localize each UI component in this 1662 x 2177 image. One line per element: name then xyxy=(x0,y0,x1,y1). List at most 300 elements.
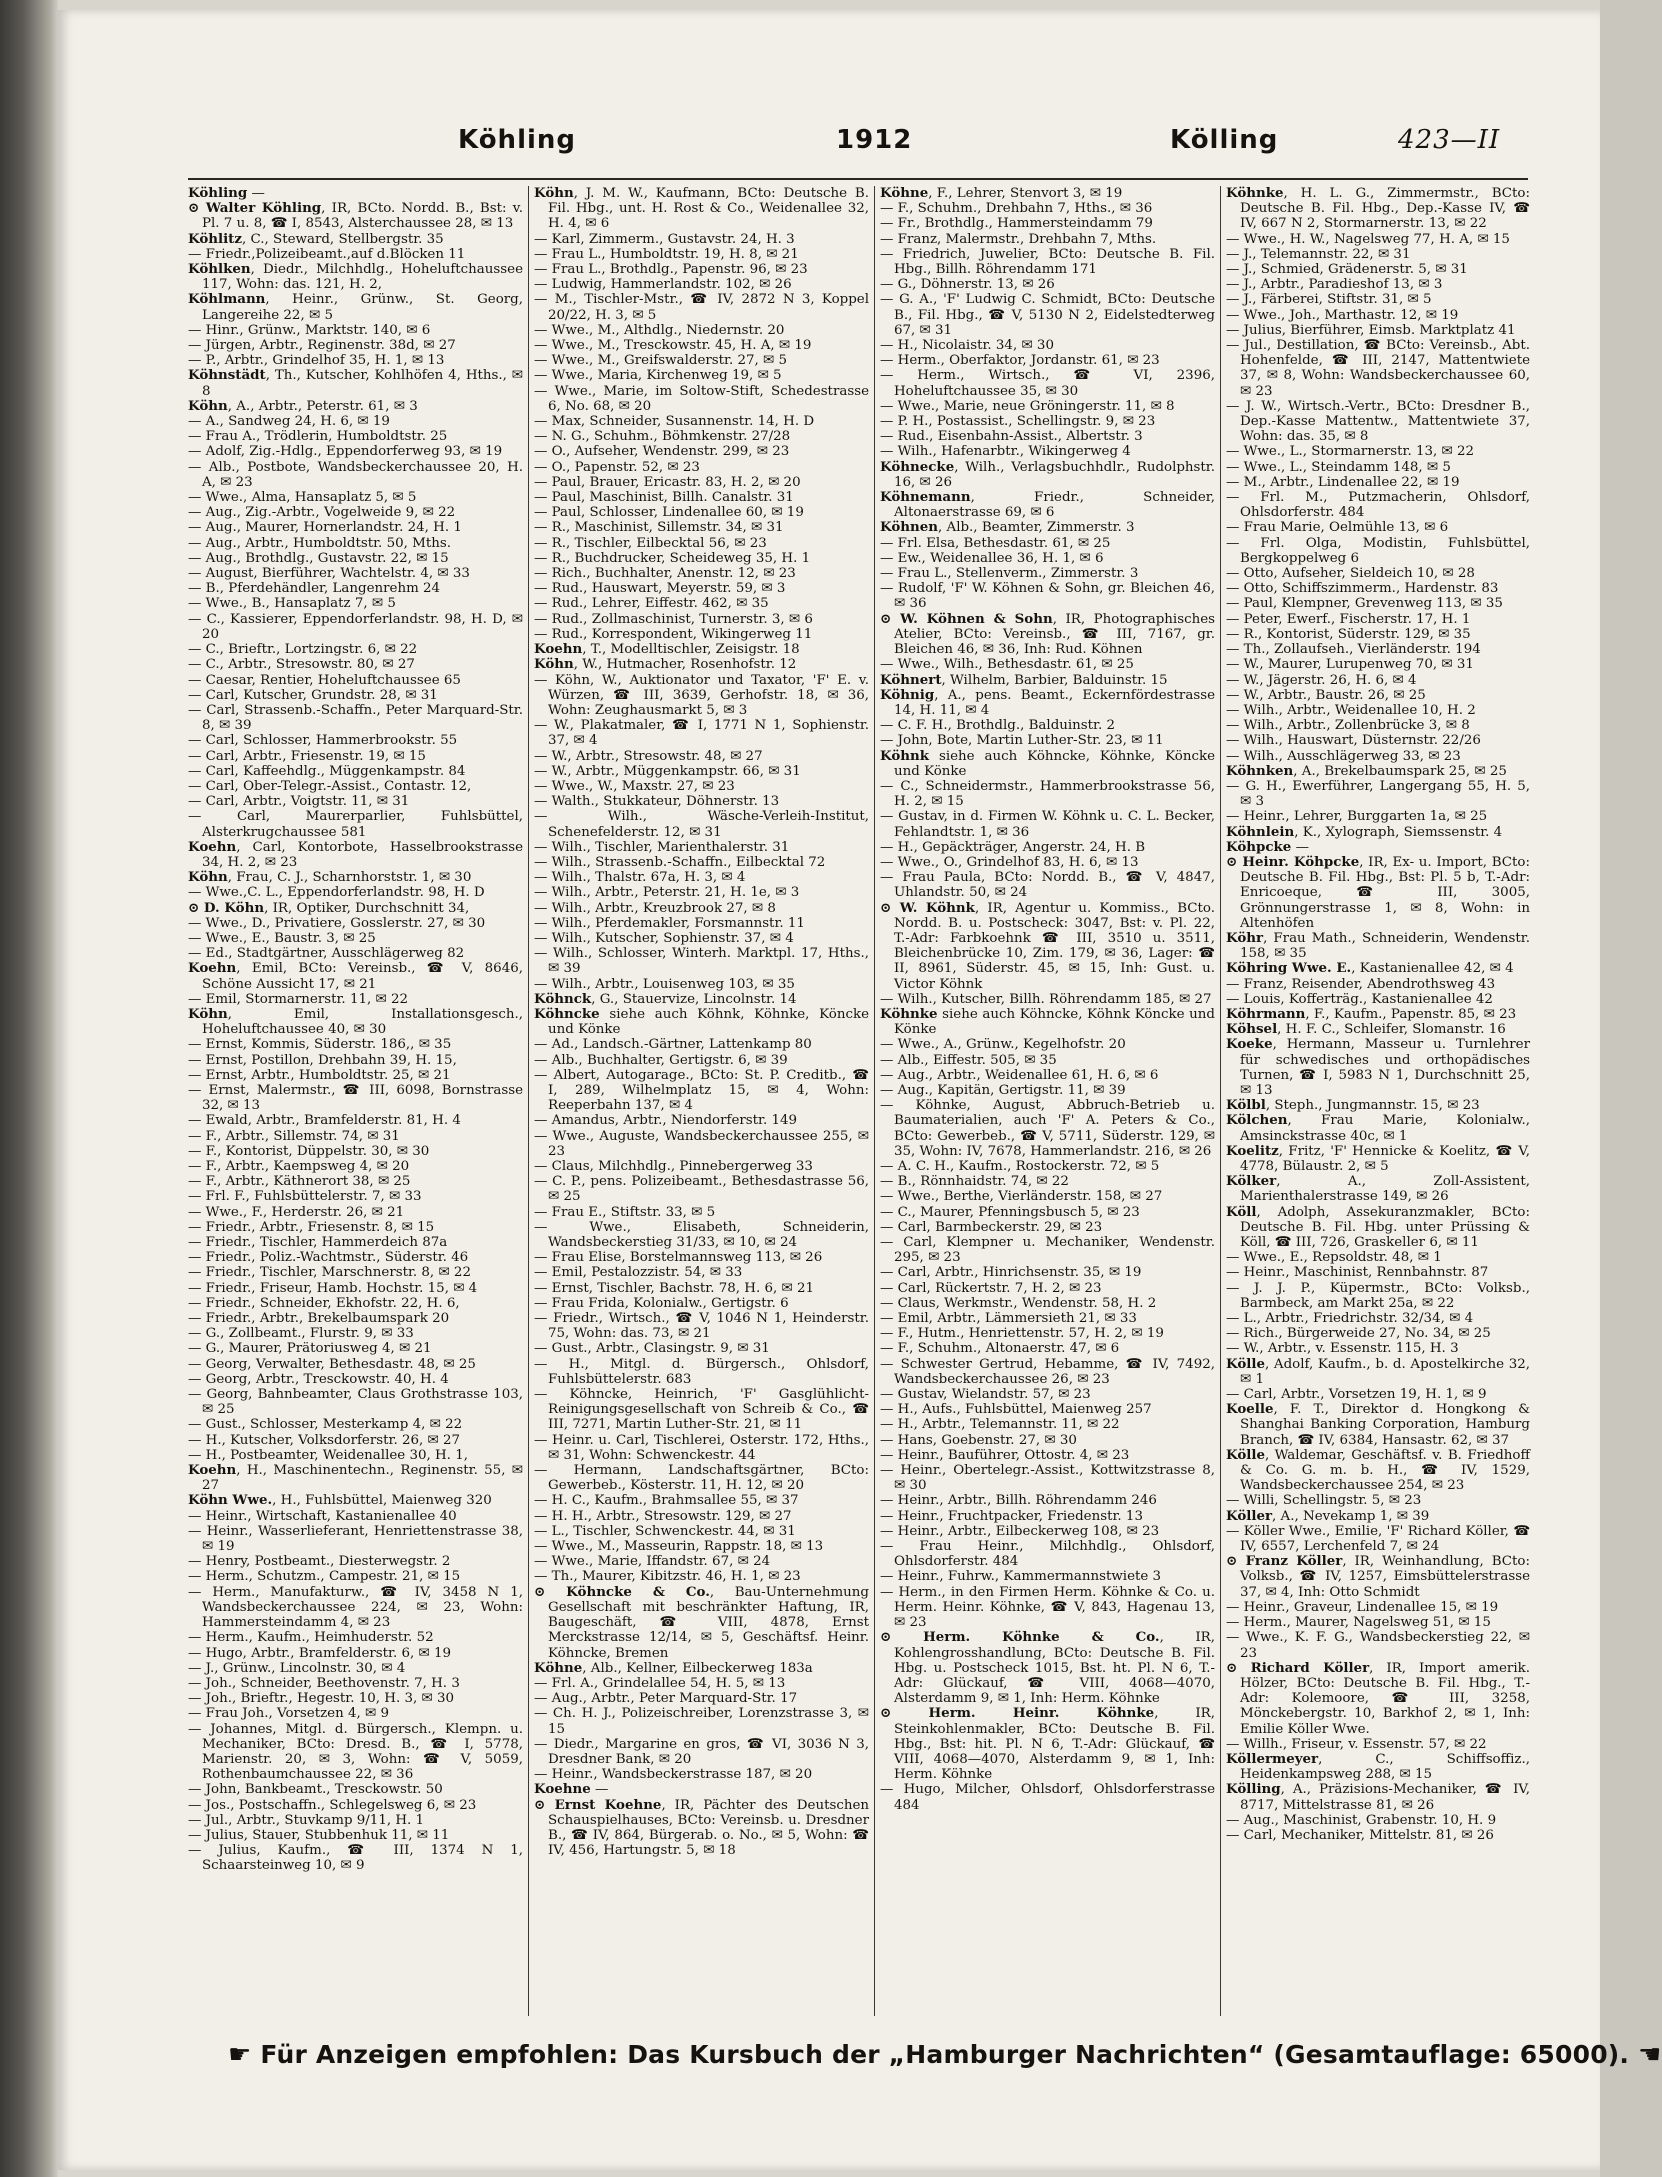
directory-entry: — Heinr., Arbtr., Eilbeckerweg 108, ✉ 23 xyxy=(880,1523,1160,1539)
directory-entry: — Frau A., Trödlerin, Humboldtstr. 25 xyxy=(188,429,448,445)
directory-entry: — Claus, Werkmstr., Wendenstr. 58, H. 2 xyxy=(880,1295,1157,1311)
directory-entry: — Wilh., Hafenarbtr., Wikingerweg 4 xyxy=(880,444,1131,460)
directory-entry: ⊙ Ernst Koehne, IR, Pächter des Deutschen Schauspielhauses, BCto: Vereinsb. u. Dresdner B., ☎ IV, 864, Bürgerab. o. No., ✉ 5, Wohn: ☎ IV, 456, Hartungstr. 5, ✉ 18 xyxy=(534,1796,869,1859)
directory-entry: — Frau Frida, Kolonialw., Gertigstr. 6 xyxy=(534,1295,789,1311)
directory-entry: Kölchen, Frau Marie, Kolonialw., Amsinckstrasse 40c, ✉ 1 xyxy=(1226,1112,1530,1144)
directory-entry: — W., Arbtr., v. Essenstr. 115, H. 3 xyxy=(1226,1341,1459,1357)
directory-entry: — Wwe., O., Grindelhof 83, H. 6, ✉ 13 xyxy=(880,854,1139,870)
directory-entry: — Heinr., Graveur, Lindenallee 15, ✉ 19 xyxy=(1226,1599,1499,1615)
directory-entry: — Wwe., F., Herderstr. 26, ✉ 21 xyxy=(188,1204,405,1220)
directory-entry: — Wwe., M., Althdlg., Niedernstr. 20 xyxy=(534,322,785,338)
directory-entry: — Wwe., Auguste, Wandsbeckerchaussee 255, ✉ 23 xyxy=(534,1128,869,1159)
directory-entry: — Schwester Gertrud, Hebamme, ☎ IV, 7492, Wandsbeckerchaussee 26, ✉ 23 xyxy=(880,1356,1215,1387)
directory-entry: — Georg, Bahnbeamter, Claus Grothstrasse 103, ✉ 25 xyxy=(188,1387,523,1418)
directory-entry: — Wwe., Marie, Iffandstr. 67, ✉ 24 xyxy=(534,1554,771,1570)
directory-entry: — P., Arbtr., Grindelhof 35, H. 1, ✉ 13 xyxy=(188,353,445,369)
directory-entry: Koehn, H., Maschinentechn., Reginenstr. 55, ✉ 27 xyxy=(188,1462,523,1494)
directory-entry: — H. H., Arbtr., Stresowstr. 129, ✉ 27 xyxy=(534,1508,792,1524)
directory-entry: — Wwe., M., Tresckowstr. 45, H. A, ✉ 19 xyxy=(534,338,812,354)
directory-entry: — Wilh., Kutscher, Billh. Röhrendamm 185, ✉ 27 xyxy=(880,991,1212,1007)
directory-entry: — H., Postbeamter, Weidenallee 30, H. 1, xyxy=(188,1447,468,1463)
directory-entry: — Wwe., E., Repsoldstr. 48, ✉ 1 xyxy=(1226,1250,1442,1266)
directory-entry: — Wilh., Kutscher, Sophienstr. 37, ✉ 4 xyxy=(534,930,794,946)
column-divider xyxy=(1220,186,1221,2016)
directory-entry: — Joh., Schneider, Beethovenstr. 7, H. 3 xyxy=(188,1675,460,1691)
directory-entry: — J. J. P., Küpermstr., BCto: Volksb., Barmbeck, am Markt 25a, ✉ 22 xyxy=(1226,1280,1530,1311)
directory-entry: Köhnlein, K., Xylograph, Siemssenstr. 4 xyxy=(1226,823,1503,840)
directory-entry: — Köhn, W., Auktionator und Taxator, 'F' E. v. Würzen, ☎ III, 3639, Gerhofstr. 18, ✉ 36, Wohn: Zeughausmarkt 5, ✉ 3 xyxy=(534,672,869,718)
directory-entry: — W., Jägerstr. 26, H. 6, ✉ 4 xyxy=(1226,672,1417,688)
directory-entry: — Wilh., Tischler, Marienthalerstr. 31 xyxy=(534,839,790,855)
directory-entry: — O., Papenstr. 52, ✉ 23 xyxy=(534,459,700,475)
directory-entry: — Ewald, Arbtr., Bramfelderstr. 81, H. 4 xyxy=(188,1113,461,1129)
directory-entry: — Albert, Autogarage., BCto: St. P. Creditb., ☎ I, 289, Wilhelmplatz 15, ✉ 4, Wohn: Reeperbahn 137, ✉ 4 xyxy=(534,1067,869,1114)
directory-entry: — H. C., Kaufm., Brahmsallee 55, ✉ 37 xyxy=(534,1493,799,1509)
directory-entry: Köhnert, Wilhelm, Barbier, Balduinstr. 15 xyxy=(880,671,1168,688)
directory-entry: ⊙ Herm. Köhnke & Co., IR, Kohlengrosshandlung, BCto: Deutsche B. Fil. Hbg. u. Postscheck 1015, Bst. ht. Pl. N 6, T.-Adr: Glückauf, ☎ VIII, 4068—4070, Alsterdamm 9, ✉ 1, Inh: Herm. Köhnke xyxy=(880,1629,1215,1707)
directory-entry: — Wilh., Strassenb.-Schaffn., Eilbecktal 72 xyxy=(534,854,826,870)
directory-entry: Köller, A., Nevekamp 1, ✉ 39 xyxy=(1226,1507,1430,1524)
directory-entry: — Ad., Landsch.-Gärtner, Lattenkamp 80 xyxy=(534,1037,812,1053)
directory-entry: — W., Arbtr., Baustr. 26, ✉ 25 xyxy=(1226,687,1426,703)
directory-entry: — Diedr., Margarine en gros, ☎ VI, 3036 N 3, Dresdner Bank, ✉ 20 xyxy=(534,1736,869,1767)
directory-entry: — Carl, Kutscher, Grundstr. 28, ✉ 31 xyxy=(188,687,438,703)
directory-entry: — Paul, Maschinist, Billh. Canalstr. 31 xyxy=(534,490,794,506)
directory-entry: — Peter, Ewerf., Fischerstr. 17, H. 1 xyxy=(1226,611,1471,627)
directory-entry: — Gust., Schlosser, Mesterkamp 4, ✉ 22 xyxy=(188,1417,463,1433)
directory-entry: — Köhnke, August, Abbruch-Betrieb u. Baumaterialien, auch 'F' A. Peters & Co., BCto: Gewerbeb., ☎ V, 5711, Süderstr. 129, ✉ 35, Wohn: IV, 7678, Hammerlandstr. 216, ✉ 26 xyxy=(880,1098,1215,1159)
directory-entry: — Joh., Brieftr., Hegestr. 10, H. 3, ✉ 30 xyxy=(188,1691,455,1707)
directory-entry: — Heinr., Lehrer, Burggarten 1a, ✉ 25 xyxy=(1226,809,1488,825)
directory-entry: — F., Arbtr., Kaempsweg 4, ✉ 20 xyxy=(188,1159,410,1174)
directory-entry: — Friedr., Arbtr., Brekelbaumspark 20 xyxy=(188,1311,450,1327)
directory-entry: — C. F. H., Brothdlg., Balduinstr. 2 xyxy=(880,718,1116,734)
directory-columns xyxy=(188,186,1530,2026)
directory-entry: — Wwe., Berthe, Vierländerstr. 158, ✉ 27 xyxy=(880,1189,1163,1205)
directory-entry: — Wwe., D., Privatiere, Gosslerstr. 27, ✉ 30 xyxy=(188,915,486,931)
directory-entry: — H., Mitgl. d. Bürgersch., Ohlsdorf, Fuhlsbüttelerstr. 683 xyxy=(534,1356,869,1387)
directory-entry: — Paul, Brauer, Ericastr. 83, H. 2, ✉ 20 xyxy=(534,474,801,490)
directory-entry: — Friedr., Friseur, Hamb. Hochstr. 15, ✉ 4 xyxy=(188,1280,478,1296)
directory-entry: — Jos., Postschaffn., Schlegelsweg 6, ✉ 23 xyxy=(188,1797,477,1813)
column-2 xyxy=(534,186,869,2026)
directory-entry: Koehn, Carl, Kontorbote, Hasselbrookstrasse 34, H. 2, ✉ 23 xyxy=(188,838,523,870)
directory-entry: — Rud., Korrespondent, Wikingerweg 11 xyxy=(534,626,813,642)
directory-entry: Köhlmann, Heinr., Grünw., St. Georg, Langereihe 22, ✉ 5 xyxy=(188,291,523,323)
directory-entry: — Ernst, Kommis, Süderstr. 186,, ✉ 35 xyxy=(188,1037,452,1053)
directory-entry: — F., Hutm., Henriettenstr. 57, H. 2, ✉ 19 xyxy=(880,1326,1164,1342)
directory-entry: — Frau Paula, BCto: Nordd. B., ☎ V, 4847, Uhlandstr. 50, ✉ 24 xyxy=(880,870,1215,901)
directory-entry: — Carl, Arbtr., Hinrichsenstr. 35, ✉ 19 xyxy=(880,1265,1142,1281)
pointing-hand-right-icon: ☚ xyxy=(1638,2040,1662,2070)
directory-entry: Kölker, A., Zoll-Assistent, Marienthalerstrasse 149, ✉ 26 xyxy=(1226,1173,1530,1205)
directory-entry: — J., Färberei, Stiftstr. 31, ✉ 5 xyxy=(1226,292,1432,308)
header-year: 1912 xyxy=(836,125,913,155)
directory-entry: — F., Schuhm., Altonaerstr. 47, ✉ 6 xyxy=(880,1341,1120,1357)
directory-entry: — Otto, Schiffszimmerm., Hardenstr. 83 xyxy=(1226,581,1499,597)
directory-entry: — Aug., Arbtr., Humboldtstr. 50, Mths. xyxy=(188,535,451,551)
directory-entry: — F., Arbtr., Käthnerort 38, ✉ 25 xyxy=(188,1174,411,1190)
directory-entry: — G., Maurer, Prätoriusweg 4, ✉ 21 xyxy=(188,1341,432,1357)
directory-entry: Köhr, Frau Math., Schneiderin, Wendenstr. 158, ✉ 35 xyxy=(1226,929,1530,962)
directory-entry: — J., Arbtr., Paradieshof 13, ✉ 3 xyxy=(1226,277,1443,293)
directory-entry: — Carl, Kaffeehdlg., Müggenkampstr. 84 xyxy=(188,763,466,779)
directory-entry: — Wwe., L., Steindamm 148, ✉ 5 xyxy=(1226,459,1451,475)
directory-entry: Köhnecke, Wilh., Verlagsbuchhdlr., Rudolphstr. 16, ✉ 26 xyxy=(880,458,1215,490)
directory-entry: — Franz, Malermstr., Drehbahn 7, Mths. xyxy=(880,231,1157,247)
directory-entry: — Heinr., Wirtschaft, Kastanienallee 40 xyxy=(188,1508,457,1524)
directory-entry: — O., Aufseher, Wendenstr. 299, ✉ 23 xyxy=(534,444,790,460)
directory-entry: — Fr., Brothdlg., Hammersteindamm 79 xyxy=(880,216,1153,232)
directory-entry: — Gustav, in d. Firmen W. Köhnk u. C. L. Becker, Fehlandtstr. 1, ✉ 36 xyxy=(880,809,1215,840)
directory-entry: — H., Kutscher, Volksdorferstr. 26, ✉ 27 xyxy=(188,1432,461,1448)
directory-entry: — Wwe., Marie, im Soltow-Stift, Schedestrasse 6, No. 68, ✉ 20 xyxy=(534,383,869,414)
directory-entry: — Ernst, Arbtr., Humboldtstr. 25, ✉ 21 xyxy=(188,1067,451,1083)
directory-entry: — Gust., Arbtr., Clasingstr. 9, ✉ 31 xyxy=(534,1341,770,1357)
directory-entry: — Gustav, Wielandstr. 57, ✉ 23 xyxy=(880,1387,1091,1403)
directory-entry: Köhnke siehe auch Köhncke, Köhnk Köncke und Könke xyxy=(880,1005,1215,1038)
directory-entry: — Willi, Schellingstr. 5, ✉ 23 xyxy=(1226,1493,1422,1509)
directory-entry: — Rud., Zollmaschinist, Turnerstr. 3, ✉ 6 xyxy=(534,611,813,627)
directory-entry: — Frau L., Humboldtstr. 19, H. 8, ✉ 21 xyxy=(534,246,799,262)
directory-entry: — Willh., Friseur, v. Essenstr. 57, ✉ 22 xyxy=(1226,1736,1487,1752)
directory-entry: — Wwe., L., Stormarnerstr. 13, ✉ 22 xyxy=(1226,444,1475,460)
directory-entry: ⊙ Herm. Heinr. Köhnke, IR, Steinkohlenmakler, BCto: Deutsche B. Fil. Hbg., Bst: hit. Pl. N 6, T.-Adr: Glückauf, ☎ VIII, 4068—4070, Alsterdamm 9, ✉ 1, Inh: Herm. Köhnke xyxy=(880,1705,1215,1783)
directory-entry: — Wwe., B., Hansaplatz 7, ✉ 5 xyxy=(188,596,396,612)
directory-entry: — Ew., Weidenallee 36, H. 1, ✉ 6 xyxy=(880,550,1104,566)
directory-entry: — Heinr., Fruchtpacker, Friedenstr. 13 xyxy=(880,1508,1143,1524)
directory-entry: — Carl, Barmbeckerstr. 29, ✉ 23 xyxy=(880,1219,1103,1235)
pointing-hand-left-icon: ☛ xyxy=(228,2040,252,2070)
directory-entry: Kölle, Waldemar, Geschäftsf. v. B. Friedhoff & Co. G. m. b. H., ☎ IV, 1529, Wandsbeckerchaussee 254, ✉ 23 xyxy=(1226,1446,1530,1494)
directory-entry: Köll, Adolph, Assekuranzmakler, BCto: Deutsche B. Fil. Hbg. unter Prüssing & Köll, ☎ III, 726, Graskeller 6, ✉ 11 xyxy=(1226,1203,1530,1251)
directory-entry: — C., Schneidermstr., Hammerbrookstrasse 56, H. 2, ✉ 15 xyxy=(880,778,1215,810)
directory-entry: — N. G., Schuhm., Böhmkenstr. 27/28 xyxy=(534,429,791,445)
directory-entry: — H., Nicolaistr. 34, ✉ 30 xyxy=(880,338,1054,354)
directory-entry: — Alb., Postbote, Wandsbeckerchaussee 20, H. A, ✉ 23 xyxy=(188,459,523,490)
directory-entry: — Frl. F., Fuhlsbüttelerstr. 7, ✉ 33 xyxy=(188,1189,422,1205)
directory-entry: — G. H., Ewerführer, Langergang 55, H. 5, ✉ 3 xyxy=(1226,778,1530,810)
directory-entry: — Paul, Klempner, Grevenweg 113, ✉ 35 xyxy=(1226,596,1503,612)
directory-entry: — Alb., Buchhalter, Gertigstr. 6, ✉ 39 xyxy=(534,1052,788,1068)
directory-entry: — Wilh., Pferdemakler, Forsmannstr. 11 xyxy=(534,915,805,931)
directory-entry: — L., Tischler, Schwenckestr. 44, ✉ 31 xyxy=(534,1523,796,1539)
directory-entry: — Frau Heinr., Milchhdlg., Ohlsdorf, Ohlsdorferstr. 484 xyxy=(880,1539,1215,1570)
directory-entry: — Heinr., Arbtr., Billh. Röhrendamm 246 xyxy=(880,1493,1157,1509)
directory-entry: Köhne, F., Lehrer, Stenvort 3, ✉ 19 xyxy=(880,185,1123,201)
directory-entry: — Henry, Postbeamt., Diesterwegstr. 2 xyxy=(188,1554,451,1570)
directory-entry: — Wwe., Maria, Kirchenweg 19, ✉ 5 xyxy=(534,368,782,384)
directory-entry: — Max, Schneider, Susannenstr. 14, H. D xyxy=(534,414,815,430)
directory-entry: — A. C. H., Kaufm., Rostockerstr. 72, ✉ 5 xyxy=(880,1159,1160,1174)
directory-entry: — Th., Maurer, Kibitzstr. 46, H. 1, ✉ 23 xyxy=(534,1569,801,1585)
directory-entry: — Aug., Maschinist, Grabenstr. 10, H. 9 xyxy=(1226,1812,1497,1828)
directory-entry: — Hans, Goebenstr. 27, ✉ 30 xyxy=(880,1432,1077,1448)
directory-entry: — G., Döhnerstr. 13, ✉ 26 xyxy=(880,277,1055,293)
directory-entry: — M., Arbtr., Lindenallee 22, ✉ 19 xyxy=(1226,474,1460,490)
directory-entry: — Walth., Stukkateur, Döhnerstr. 13 xyxy=(534,794,780,810)
directory-entry: — Ch. H. J., Polizeischreiber, Lorenzstrasse 3, ✉ 15 xyxy=(534,1706,869,1737)
directory-entry: — Carl, Klempner u. Mechaniker, Wendenstr. 295, ✉ 23 xyxy=(880,1235,1215,1266)
directory-entry: — Emil, Pestalozzistr. 54, ✉ 33 xyxy=(534,1265,743,1281)
directory-entry: — Karl, Zimmerm., Gustavstr. 24, H. 3 xyxy=(534,231,795,247)
directory-entry: ⊙ D. Köhn, IR, Optiker, Durchschnitt 34, xyxy=(188,899,470,916)
directory-entry: — Claus, Milchhdlg., Pinnebergerweg 33 xyxy=(534,1159,813,1174)
directory-entry: — Hinr., Grünw., Marktstr. 140, ✉ 6 xyxy=(188,322,431,338)
page-header xyxy=(458,125,1508,165)
directory-entry: — Frl. Elsa, Bethesdastr. 61, ✉ 25 xyxy=(880,535,1111,551)
directory-entry: Köhnen, Alb., Beamter, Zimmerstr. 3 xyxy=(880,519,1135,536)
directory-entry: — A., Sandweg 24, H. 6, ✉ 19 xyxy=(188,414,390,430)
directory-entry: — Herm., Manufakturw., ☎ IV, 3458 N 1, Wandsbeckerchaussee 224, ✉ 23, Wohn: Hammersteindamm 4, ✉ 23 xyxy=(188,1584,523,1631)
directory-entry: Köhn, A., Arbtr., Peterstr. 61, ✉ 3 xyxy=(188,397,418,414)
directory-entry: — Wilh., Arbtr., Zollenbrücke 3, ✉ 8 xyxy=(1226,718,1470,734)
directory-entry: — Ernst, Postillon, Drehbahn 39, H. 15, xyxy=(188,1052,457,1068)
directory-entry: — Rud., Hauswart, Meyerstr. 59, ✉ 3 xyxy=(534,581,786,597)
header-first-entry: Köhling xyxy=(458,125,577,155)
directory-entry: — Herm., Schutzm., Campestr. 21, ✉ 15 xyxy=(188,1569,461,1585)
advertisement-footer xyxy=(228,2040,1662,2076)
book-spine-edge xyxy=(0,0,58,2177)
directory-entry: — F., Arbtr., Sillemstr. 74, ✉ 31 xyxy=(188,1128,400,1144)
directory-entry: — Georg, Verwalter, Bethesdastr. 48, ✉ 25 xyxy=(188,1356,476,1372)
directory-entry: — Ed., Stadtgärtner, Ausschlägerweg 82 xyxy=(188,946,465,962)
directory-entry: — August, Bierführer, Wachtelstr. 4, ✉ 33 xyxy=(188,566,470,582)
directory-entry: — Aug., Kapitän, Gertigstr. 11, ✉ 39 xyxy=(880,1082,1126,1098)
directory-entry: Köhne, Alb., Kellner, Eilbeckerweg 183a xyxy=(534,1659,813,1676)
directory-entry: Köhsel, H. F. C., Schleifer, Slomanstr. 16 xyxy=(1226,1021,1506,1038)
directory-entry: — Wwe., Alma, Hansaplatz 5, ✉ 5 xyxy=(188,490,417,506)
directory-entry: — Herm., Maurer, Nagelsweg 51, ✉ 15 xyxy=(1226,1615,1491,1631)
directory-entry: — R., Tischler, Eilbecktal 56, ✉ 23 xyxy=(534,535,767,551)
directory-entry: — Carl, Ober-Telegr.-Assist., Contastr. 12, xyxy=(188,778,472,794)
directory-entry: Köhnig, A., pens. Beamt., Eckernfördestrasse 14, H. 11, ✉ 4 xyxy=(880,686,1215,718)
directory-entry: — Otto, Aufseher, Sieldeich 10, ✉ 28 xyxy=(1226,566,1475,582)
directory-entry: — Ernst, Tischler, Bachstr. 78, H. 6, ✉ 21 xyxy=(534,1280,815,1296)
directory-entry: Köhnke, H. L. G., Zimmermstr., BCto: Deutsche B. Fil. Hbg., Dep.-Kasse IV, ☎ IV, 667 N 2, Stormarnerstr. 13, ✉ 22 xyxy=(1226,185,1530,232)
directory-entry: — Heinr., Maschinist, Rennbahnstr. 87 xyxy=(1226,1265,1489,1281)
directory-entry: — Hermann, Landschaftsgärtner, BCto: Gewerbeb., Kösterstr. 11, H. 12, ✉ 20 xyxy=(534,1463,869,1494)
directory-entry: — Aug., Arbtr., Peter Marquard-Str. 17 xyxy=(534,1691,798,1707)
directory-entry: — C. P., pens. Polizeibeamt., Bethesdastrasse 56, ✉ 25 xyxy=(534,1174,869,1205)
directory-entry: — Carl, Arbtr., Voigtstr. 11, ✉ 31 xyxy=(188,794,410,810)
directory-entry: Köhn, Frau, C. J., Scharnhorststr. 1, ✉ 30 xyxy=(188,869,472,886)
directory-entry: — Rud., Eisenbahn-Assist., Albertstr. 3 xyxy=(880,429,1143,445)
directory-entry: — Friedr., Tischler, Marschnerstr. 8, ✉ 22 xyxy=(188,1265,471,1281)
directory-entry: — John, Bankbeamt., Tresckowstr. 50 xyxy=(188,1782,443,1798)
directory-entry: Koeke, Hermann, Masseur u. Turnlehrer für schwedisches und orthopädisches Turnen, ☎ I, 5983 N 1, Durchschnitt 25, ✉ 13 xyxy=(1226,1036,1530,1098)
directory-entry: Koehn, T., Modelltischler, Zeisigstr. 18 xyxy=(534,641,800,658)
directory-entry: Köhling — xyxy=(188,185,265,201)
directory-entry: — Köller Wwe., Emilie, 'F' Richard Köller, ☎ IV, 6557, Lerchenfeld 7, ✉ 24 xyxy=(1226,1523,1530,1555)
directory-entry: — Friedr., Wirtsch., ☎ V, 1046 N 1, Heinderstr. 75, Wohn: das. 73, ✉ 21 xyxy=(534,1311,869,1342)
directory-entry: — Frl. A., Grindelallee 54, H. 5, ✉ 13 xyxy=(534,1675,786,1691)
directory-entry: Köhnstädt, Th., Kutscher, Kohlhöfen 4, Hths., ✉ 8 xyxy=(188,367,523,399)
directory-entry: — Herm., Wirtsch., ☎ VI, 2396, Hoheluftchaussee 35, ✉ 30 xyxy=(880,368,1215,399)
directory-entry: — Wilh., Wäsche-Verleih-Institut, Schenefelderstr. 12, ✉ 31 xyxy=(534,809,869,840)
directory-entry: — Hugo, Milcher, Ohlsdorf, Ohlsdorferstrasse 484 xyxy=(880,1782,1215,1813)
directory-entry: — Carl, Mechaniker, Mittelstr. 81, ✉ 26 xyxy=(1226,1827,1494,1843)
directory-entry: ⊙ Walter Köhling, IR, BCto. Nordd. B., Bst: v. Pl. 7 u. 8, ☎ I, 8543, Alsterchaussee 28, ✉ 13 xyxy=(188,200,523,232)
directory-entry: — C., Kassierer, Eppendorferlandstr. 98, H. D, ✉ 20 xyxy=(188,611,523,642)
directory-entry: — Frau Elise, Borstelmannsweg 113, ✉ 26 xyxy=(534,1250,823,1266)
directory-entry: Köhn Wwe., H., Fuhlsbüttel, Maienweg 320 xyxy=(188,1492,492,1509)
directory-entry: — Carl, Schlosser, Hammerbrookstr. 55 xyxy=(188,733,458,749)
directory-entry: Koelitz, Fritz, 'F' Hennicke & Koelitz, ☎ V, 4778, Bülaustr. 2, ✉ 5 xyxy=(1226,1142,1530,1174)
directory-entry: Köhlken, Diedr., Milchhdlg., Hoheluftchaussee 117, Wohn: das. 121, H. 2, xyxy=(188,261,523,293)
directory-entry: — F., Schuhm., Drehbahn 7, Hths., ✉ 36 xyxy=(880,201,1153,217)
directory-entry: — Frau E., Stiftstr. 33, ✉ 5 xyxy=(534,1204,716,1220)
directory-entry: — J., Grünw., Lincolnstr. 30, ✉ 4 xyxy=(188,1660,406,1676)
directory-entry: Köhnk siehe auch Köhncke, Köhnke, Köncke und Könke xyxy=(880,747,1215,779)
directory-entry: — Caesar, Rentier, Hoheluftchaussee 65 xyxy=(188,672,461,688)
directory-entry: — W., Maurer, Lurupenweg 70, ✉ 31 xyxy=(1226,657,1474,673)
directory-entry: Köhnemann, Friedr., Schneider, Altonaerstrasse 69, ✉ 6 xyxy=(880,489,1215,521)
directory-entry: — G., Zollbeamt., Flurstr. 9, ✉ 33 xyxy=(188,1326,414,1342)
directory-entry: — C., Brieftr., Lortzingstr. 6, ✉ 22 xyxy=(188,642,418,658)
directory-entry: Köhrmann, F., Kaufm., Papenstr. 85, ✉ 23 xyxy=(1226,1005,1517,1022)
directory-entry: — G. A., 'F' Ludwig C. Schmidt, BCto: Deutsche B., Fil. Hbg., ☎ V, 5130 N 2, Eidelstedterweg 67, ✉ 31 xyxy=(880,292,1215,338)
directory-entry: — Aug., Zig.-Arbtr., Vogelweide 9, ✉ 22 xyxy=(188,505,456,521)
directory-entry: — Friedr., Schneider, Ekhofstr. 22, H. 6, xyxy=(188,1295,460,1311)
directory-entry: — Rich., Buchhalter, Anenstr. 12, ✉ 23 xyxy=(534,566,796,582)
directory-entry: — Wilh., Arbtr., Louisenweg 103, ✉ 35 xyxy=(534,976,795,992)
directory-entry: — Wilh., Arbtr., Weidenallee 10, H. 2 xyxy=(1226,702,1476,718)
header-last-entry: Kölling xyxy=(1170,125,1279,155)
column-divider xyxy=(528,186,529,2016)
directory-entry: — Frau L., Brothdlg., Papenstr. 96, ✉ 23 xyxy=(534,262,808,278)
directory-entry: Köhn, Emil, Installationsgesch., Hoheluftchaussee 40, ✉ 30 xyxy=(188,1005,523,1038)
directory-entry: — M., Tischler-Mstr., ☎ IV, 2872 N 3, Koppel 20/22, H. 3, ✉ 5 xyxy=(534,292,869,323)
directory-entry: — Wilh., Arbtr., Kreuzbrook 27, ✉ 8 xyxy=(534,900,776,916)
directory-entry: — Emil, Stormarnerstr. 11, ✉ 22 xyxy=(188,991,409,1007)
directory-entry: — W., Plakatmaler, ☎ I, 1771 N 1, Sophienstr. 37, ✉ 4 xyxy=(534,718,869,749)
directory-entry: — Köhncke, Heinrich, 'F' Gasglühlicht-Reinigungsgesellschaft von Schreib & Co., ☎ III, 7271, Martin Luther-Str. 21, ✉ 11 xyxy=(534,1387,869,1433)
directory-entry: — Wwe., Joh., Marthastr. 12, ✉ 19 xyxy=(1226,307,1459,323)
directory-entry: — Carl, Arbtr., Friesenstr. 19, ✉ 15 xyxy=(188,748,426,764)
directory-entry: — Friedr., Arbtr., Friesenstr. 8, ✉ 15 xyxy=(188,1219,435,1235)
directory-entry: — Wwe.,C. L., Eppendorferlandstr. 98, H. D xyxy=(188,885,485,901)
directory-entry: — Wilh., Schlosser, Winterh. Marktpl. 17, Hths., ✉ 39 xyxy=(534,946,869,977)
directory-entry: — Heinr., Obertelegr.-Assist., Kottwitzstrasse 8, ✉ 30 xyxy=(880,1463,1215,1494)
directory-entry: Köhnck, G., Stauervize, Lincolnstr. 14 xyxy=(534,990,797,1007)
directory-entry: — Friedrich, Juwelier, BCto: Deutsche B. Fil. Hbg., Billh. Röhrendamm 171 xyxy=(880,246,1215,278)
directory-entry: — W., Arbtr., Müggenkampstr. 66, ✉ 31 xyxy=(534,763,801,779)
directory-entry: — Aug., Arbtr., Weidenallee 61, H. 6, ✉ 6 xyxy=(880,1067,1159,1083)
directory-page xyxy=(58,10,1662,2170)
directory-entry: — Wwe., M., Masseurin, Rappstr. 18, ✉ 13 xyxy=(534,1539,824,1555)
directory-entry: — Aug., Brothdlg., Gustavstr. 22, ✉ 15 xyxy=(188,550,449,566)
directory-entry: — W., Arbtr., Stresowstr. 48, ✉ 27 xyxy=(534,748,763,764)
directory-entry: Kölle, Adolf, Kaufm., b. d. Apostelkirche 32, ✉ 1 xyxy=(1226,1355,1530,1387)
directory-entry: — John, Bote, Martin Luther-Str. 23, ✉ 11 xyxy=(880,733,1164,749)
directory-entry: — L., Arbtr., Friedrichstr. 32/34, ✉ 4 xyxy=(1226,1311,1474,1327)
directory-entry: — Wwe., M., Greifswalderstr. 27, ✉ 5 xyxy=(534,353,788,369)
directory-entry: — Friedr.,Polizeibeamt.,auf d.Blöcken 11 xyxy=(188,246,466,262)
directory-entry: ⊙ Richard Köller, IR, Import amerik. Hölzer, BCto: Deutsche B. Fil. Hbg., T.-Adr: Kolemoore, ☎ III, 3258, Mönckebergstr. 10, Barkhof 2, ✉ 1, Inh: Emilie Köller Wwe. xyxy=(1226,1659,1530,1737)
directory-entry: — B., Pferdehändler, Langenrehm 24 xyxy=(188,581,441,597)
directory-entry: — Aug., Maurer, Hornerlandstr. 24, H. 1 xyxy=(188,520,462,536)
directory-entry: — F., Kontorist, Düppelstr. 30, ✉ 30 xyxy=(188,1143,430,1159)
directory-entry: — Frl. Olga, Modistin, Fuhlsbüttel, Bergkoppelweg 6 xyxy=(1226,535,1530,566)
directory-entry: — Carl, Strassenb.-Schaffn., Peter Marquard-Str. 8, ✉ 39 xyxy=(188,702,523,734)
directory-entry: — Jul., Arbtr., Stuvkamp 9/11, H. 1 xyxy=(188,1812,425,1828)
directory-entry: — Wwe., Elisabeth, Schneiderin, Wandsbeckerstieg 31/33, ✉ 10, ✉ 24 xyxy=(534,1219,869,1251)
directory-entry: — Julius, Kaufm., ☎ III, 1374 N 1, Schaarsteinweg 10, ✉ 9 xyxy=(188,1843,523,1874)
directory-entry: — R., Buchdrucker, Scheideweg 35, H. 1 xyxy=(534,550,811,566)
page-number: 423—II xyxy=(1398,125,1501,155)
directory-entry: — Rich., Bürgerweide 27, No. 34, ✉ 25 xyxy=(1226,1326,1491,1342)
directory-entry: — Frl. M., Putzmacherin, Ohlsdorf, Ohlsdorferstr. 484 xyxy=(1226,490,1530,521)
directory-entry: — Carl, Rückertstr. 7, H. 2, ✉ 23 xyxy=(880,1280,1102,1296)
directory-entry: — Wwe., K. F. G., Wandsbeckerstieg 22, ✉ 23 xyxy=(1226,1630,1530,1661)
directory-entry: Köllermeyer, C., Schiffsoffiz., Heidenkampsweg 288, ✉ 15 xyxy=(1226,1750,1530,1783)
directory-entry: — Wwe., A., Grünw., Kegelhofstr. 20 xyxy=(880,1037,1126,1053)
directory-entry: Köhnken, A., Brekelbaumspark 25, ✉ 25 xyxy=(1226,762,1507,779)
directory-entry: — Ludwig, Hammerlandstr. 102, ✉ 26 xyxy=(534,277,792,293)
directory-entry: Köhring Wwe. E., Kastanienallee 42, ✉ 4 xyxy=(1226,960,1514,977)
directory-entry: — Wilh., Hauswart, Düsternstr. 22/26 xyxy=(1226,733,1481,749)
column-1 xyxy=(188,186,523,2026)
directory-entry: Köhn, W., Hutmacher, Rosenhofstr. 12 xyxy=(534,656,797,673)
directory-entry: — Frau L., Stellenverm., Zimmerstr. 3 xyxy=(880,566,1139,582)
directory-entry: Koehne — xyxy=(534,1781,609,1798)
directory-entry: — H., Aufs., Fuhlsbüttel, Maienweg 257 xyxy=(880,1402,1152,1418)
directory-entry: — Wwe., Marie, neue Gröningerstr. 11, ✉ 8 xyxy=(880,398,1175,414)
directory-entry: — P. H., Postassist., Schellingstr. 9, ✉ 23 xyxy=(880,414,1156,430)
directory-entry: — Jul., Destillation, ☎ BCto: Vereinsb., Abt. Hohenfelde, ☎ III, 2147, Mattentwiete 37, ✉ 8, Wohn: Wandsbeckerchaussee 60, ✉ 23 xyxy=(1226,338,1530,399)
directory-entry: ⊙ Köhncke & Co., Bau-Unternehmung Gesellschaft mit beschränkter Haftung, IR, Baugeschäft, ☎ VIII, 4878, Ernst Merckstrasse 12/14, ✉ 5, Geschäftsf. Heinr. Köhncke, Bremen xyxy=(534,1583,869,1661)
directory-entry: — Herm., Oberfaktor, Jordanstr. 61, ✉ 23 xyxy=(880,353,1160,369)
directory-entry: — Rud., Lehrer, Eiffestr. 462, ✉ 35 xyxy=(534,596,769,612)
directory-entry: — Wwe., Wilh., Bethesdastr. 61, ✉ 25 xyxy=(880,657,1134,673)
directory-entry: — Wilh., Thalstr. 67a, H. 3, ✉ 4 xyxy=(534,870,746,886)
directory-entry: — Wwe., E., Baustr. 3, ✉ 25 xyxy=(188,930,376,946)
column-divider xyxy=(874,186,875,2016)
directory-entry: ⊙ Heinr. Köhpcke, IR, Ex- u. Import, BCto: Deutsche B. Fil. Hbg., Bst: Pl. 5 b, T.-Adr: Enricoeque, ☎ III, 3005, Grönnungerstrasse 1, ✉ 8, Wohn: in Altenhöfen xyxy=(1226,853,1530,931)
directory-entry: Kölling, A., Präzisions-Mechaniker, ☎ IV, 8717, Mittelstrasse 81, ✉ 26 xyxy=(1226,1781,1530,1813)
directory-entry: — Wwe., W., Maxstr. 27, ✉ 23 xyxy=(534,778,735,794)
directory-entry: — J., Schmied, Grädenerstr. 5, ✉ 31 xyxy=(1226,262,1468,278)
directory-entry: — H., Arbtr., Telemannstr. 11, ✉ 22 xyxy=(880,1417,1120,1433)
directory-entry: — Johannes, Mitgl. d. Bürgersch., Klempn. u. Mechaniker, BCto: Dresd. B., ☎ I, 5778, Marienstr. 20, ✉ 3, Wohn: ☎ V, 5059, Rothenbaumchaussee 22, ✉ 36 xyxy=(188,1721,523,1783)
directory-entry: — J., Telemannstr. 22, ✉ 31 xyxy=(1226,246,1411,262)
directory-entry: — Wilh., Ausschlägerweg 33, ✉ 23 xyxy=(1226,748,1461,764)
directory-entry: — Herm., in den Firmen Herm. Köhnke & Co. u. Herm. Heinr. Köhnke, ☎ V, 843, Hagenau 13, ✉ 23 xyxy=(880,1584,1215,1631)
directory-entry: — J. W., Wirtsch.-Vertr., BCto: Dresdner B., Dep.-Kasse Mattentw., Mattentwiete 37, Wohn: das. 35, ✉ 8 xyxy=(1226,398,1530,445)
footer-text: Für Anzeigen empfohlen: Das Kursbuch der „Hamburger Nachrichten“ (Gesamtauflage: 65000). xyxy=(260,2040,1630,2069)
directory-entry: — B., Rönnhaidstr. 74, ✉ 22 xyxy=(880,1174,1069,1190)
directory-entry: — Carl, Maurerparlier, Fuhlsbüttel, Alsterkrugchaussee 581 xyxy=(188,809,523,840)
directory-entry: Köhn, J. M. W., Kaufmann, BCto: Deutsche B. Fil. Hbg., unt. H. Rost & Co., Weidenallee 32, H. 4, ✉ 6 xyxy=(534,185,869,232)
directory-entry: ⊙ Franz Köller, IR, Weinhandlung, BCto: Volksb., ☎ IV, 1257, Eimsbüttelerstrasse 37, ✉ 4, Inh: Otto Schmidt xyxy=(1226,1553,1531,1600)
directory-entry: — Heinr., Wandsbeckerstrasse 187, ✉ 20 xyxy=(534,1767,813,1783)
directory-entry: — Ernst, Malermstr., ☎ III, 6098, Bornstrasse 32, ✉ 13 xyxy=(188,1082,523,1114)
directory-entry: — Alb., Eiffestr. 505, ✉ 35 xyxy=(880,1052,1057,1068)
directory-entry: — Franz, Reisender, Abendrothsweg 43 xyxy=(1226,976,1496,992)
directory-entry: — Emil, Arbtr., Lämmersieth 21, ✉ 33 xyxy=(880,1311,1137,1327)
directory-entry: — R., Maschinist, Sillemstr. 34, ✉ 31 xyxy=(534,520,784,536)
directory-entry: — Heinr., Bauführer, Ottostr. 4, ✉ 23 xyxy=(880,1447,1130,1463)
directory-entry: Kölbl, Steph., Jungmannstr. 15, ✉ 23 xyxy=(1226,1097,1480,1114)
column-4 xyxy=(1226,186,1530,2026)
directory-entry: — Friedr., Poliz.-Wachtmstr., Süderstr. 46 xyxy=(188,1250,469,1266)
header-rule xyxy=(188,178,1528,180)
directory-entry: — Amandus, Arbtr., Niendorferstr. 149 xyxy=(534,1113,798,1129)
directory-entry: — Julius, Bierführer, Eimsb. Marktplatz 41 xyxy=(1226,322,1516,338)
directory-entry: — Heinr., Wasserlieferant, Henriettenstrasse 38, ✉ 19 xyxy=(188,1523,523,1555)
directory-entry: — Jürgen, Arbtr., Reginenstr. 38d, ✉ 27 xyxy=(188,338,456,354)
